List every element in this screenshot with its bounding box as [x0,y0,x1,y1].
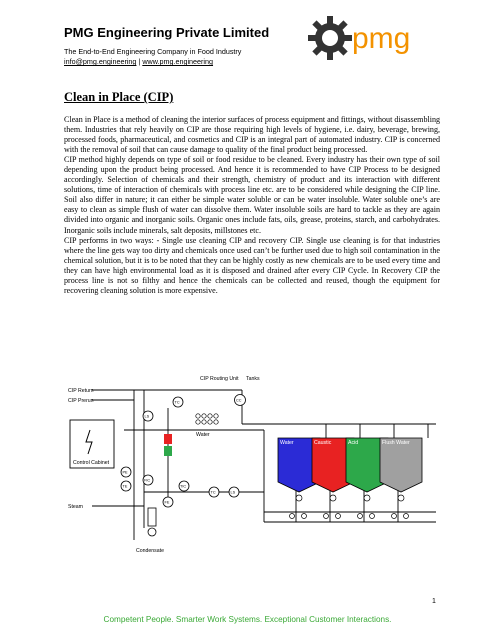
svg-text:CC: CC [236,398,242,403]
cip-return-label: CIP Return [68,388,94,394]
svg-text:LS: LS [144,414,150,419]
control-cabinet-label: Control Cabinet [73,460,110,466]
sampling-indicator-red [164,434,172,444]
tank-label: Caustic [314,440,332,446]
routing-unit-label: CIP Routing Unit [200,376,239,382]
instrument-te [121,481,131,491]
cip-process-diagram [64,368,440,560]
tank-flush-water [380,438,422,492]
company-name: PMG Engineering Private Limited [64,25,270,40]
email-link[interactable]: info@pmg.engineering [64,57,137,66]
svg-text:FE: FE [164,500,170,505]
contact-separator: | [138,57,141,66]
svg-text:TIC: TIC [180,484,187,489]
svg-text:FIC: FIC [144,478,151,483]
tank-label: Acid [348,440,359,446]
instrument-tc [173,397,183,407]
condensate-label: Condensate [136,548,164,554]
page-number: 1 [432,598,436,605]
paragraph: Clean in Place is a method of cleaning the interior surfaces of process equipment and fittings, without disassembling them. Industries that rely heavily on CIP are those requiring high levels of hygiene, i.e. dairy, beverage, brewing, processed foods, pharmaceutical, and cosmetics and CIP is an integral part of automated industry. CIP is concerned with the removal of soil that can cause damage to quality of the final product being processed. [64,115,440,155]
pmg-logo [304,14,444,66]
instrument-pe [121,467,131,477]
sampling-indicator-green [164,446,172,456]
instrument-tic [179,481,189,491]
water-line-label: Water [196,432,210,438]
instrument-cc [235,395,246,406]
pump-icon [148,528,156,536]
svg-text:PE: PE [122,470,128,475]
company-tagline: The End-to-End Engineering Company in Food Industry [64,47,242,56]
steam-label: Steam [68,504,83,510]
article-body [64,115,440,296]
instrument-ls [143,411,153,421]
gear-icon [308,16,352,60]
logo-wordmark: pmg [352,22,411,55]
tank-valves [290,495,409,519]
instrument-tc-2 [209,487,219,497]
routing-valves [196,414,218,424]
tanks-label: Tanks [246,376,260,382]
svg-text:TC: TC [174,400,180,405]
heat-exchanger [148,508,156,526]
website-link[interactable]: www.pmg.engineering [142,57,214,66]
tank-label: Flush Water [382,440,410,446]
instrument-fic [143,475,153,485]
paragraph: CIP performs in two ways: - Single use cleaning CIP and recovery CIP. Single use cleaning is for that industries where the line gets way too dirty and chemicals once used can’t be further used due to high soil contamination in the chemical solution, but it is to be noted that they can be highly costly as new chemicals are to be used every time and they can have high environmental load as it is disposed and drained after every CIP Cycle. In Recovery CIP the process line is not so filthy and hence the chemicals can be collected and reused, though the equipment for recovering cleaning solution is more expensive. [64,235,440,295]
svg-text:TC: TC [210,490,216,495]
paragraph: CIP method highly depends on type of soil or food residue to be cleaned. Every industry has their own type of soil depending upon the product being processed. And hence it is recommended to have CIP Process to be designed accordingly. Selection of chemicals and their strength, chemistry of product and its interaction with different solutions, time of interaction of chemicals with process line etc. are to be considered while designing the CIP line. Soil also differ in nature; it can either be simple water soluble or can be water insoluble. Water soluble one’s are easy to clean as simple flush of water can dissolve them. Water insoluble soils are hard to tackle as they are again divided into organic and inorganic soils. Organic ones include fats, oils, grease, proteins, starch, and carbohydrates. Inorganic soils include minerals, salt deposits, millstones etc. [64,155,440,235]
article-title: Clean in Place (CIP) [64,90,174,104]
contact-line [64,57,213,66]
instrument-fe [163,497,173,507]
footer-slogan: Competent People. Smarter Work Systems. Exceptional Customer Interactions. [103,615,392,624]
instrument-ls-2 [229,487,239,497]
cip-prerun-label: CIP Prerun [68,398,94,404]
svg-text:LS: LS [230,490,236,495]
tank-label: Water [280,440,294,446]
svg-text:TE: TE [122,484,128,489]
